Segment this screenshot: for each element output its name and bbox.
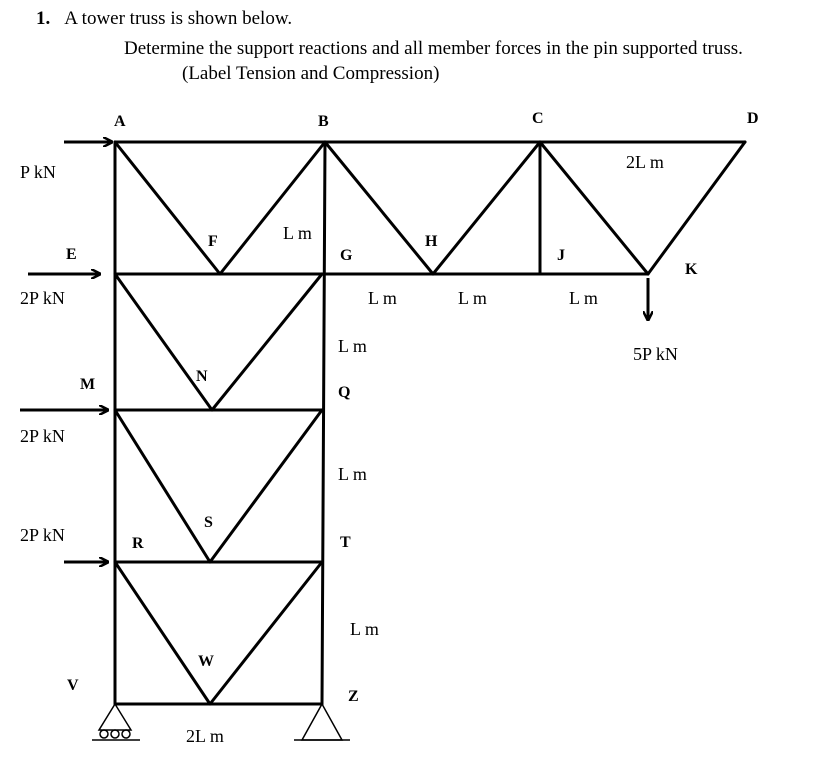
node-label-Q: Q <box>338 384 351 401</box>
node-label-H: H <box>425 233 438 250</box>
node-label-Z: Z <box>348 688 359 705</box>
node-label-A: A <box>114 113 126 130</box>
node-label-J: J <box>557 247 565 264</box>
member-RW <box>115 562 210 704</box>
roller-support <box>92 704 140 740</box>
dim-label-top-right-panel: 2L m <box>626 152 664 172</box>
node-label-G: G <box>340 247 353 264</box>
member-AF <box>115 142 220 274</box>
node-label-C: C <box>532 110 544 127</box>
problem-note: (Label Tension and Compression) <box>182 63 440 84</box>
dim-label-JK: L m <box>569 288 598 308</box>
dim-label-VZ: 2L m <box>186 726 224 746</box>
dim-label-HJ: L m <box>458 288 487 308</box>
node-label-R: R <box>132 535 144 552</box>
node-label-F: F <box>208 233 218 250</box>
problem-number: 1. <box>36 8 51 29</box>
problem-instruction: Determine the support reactions and all member forces in the pin supported truss. <box>124 38 743 59</box>
member-WT <box>210 562 322 704</box>
node-label-B: B <box>318 113 329 130</box>
node-label-V: V <box>67 677 79 694</box>
node-label-M: M <box>80 376 96 393</box>
dim-label-TZ: L m <box>350 619 379 639</box>
node-label-T: T <box>340 534 351 551</box>
member-BZ <box>322 142 325 704</box>
dim-label-GQ: L m <box>338 336 367 356</box>
load-label-A: P kN <box>20 162 56 182</box>
member-SQ <box>210 410 322 562</box>
problem-title: A tower truss is shown below. <box>64 8 293 29</box>
node-label-D: D <box>747 110 759 127</box>
dim-label-GH: L m <box>368 288 397 308</box>
node-label-S: S <box>204 514 213 531</box>
load-label-K: 5P kN <box>633 344 678 364</box>
load-label-E: 2P kN <box>20 288 65 308</box>
pin-support <box>294 704 350 740</box>
dim-label-QT: L m <box>338 464 367 484</box>
member-MS <box>115 410 210 562</box>
member-HC <box>433 142 540 274</box>
load-label-R: 2P kN <box>20 525 65 545</box>
node-label-N: N <box>196 368 208 385</box>
load-label-M: 2P kN <box>20 426 65 446</box>
node-label-E: E <box>66 246 77 263</box>
node-label-K: K <box>685 261 698 278</box>
member-FB <box>220 142 325 274</box>
member-NG <box>212 274 322 410</box>
member-EN <box>115 274 212 410</box>
dim-label-top-left-panel: L m <box>283 223 312 243</box>
node-label-W: W <box>198 653 214 670</box>
truss-members <box>115 142 745 704</box>
